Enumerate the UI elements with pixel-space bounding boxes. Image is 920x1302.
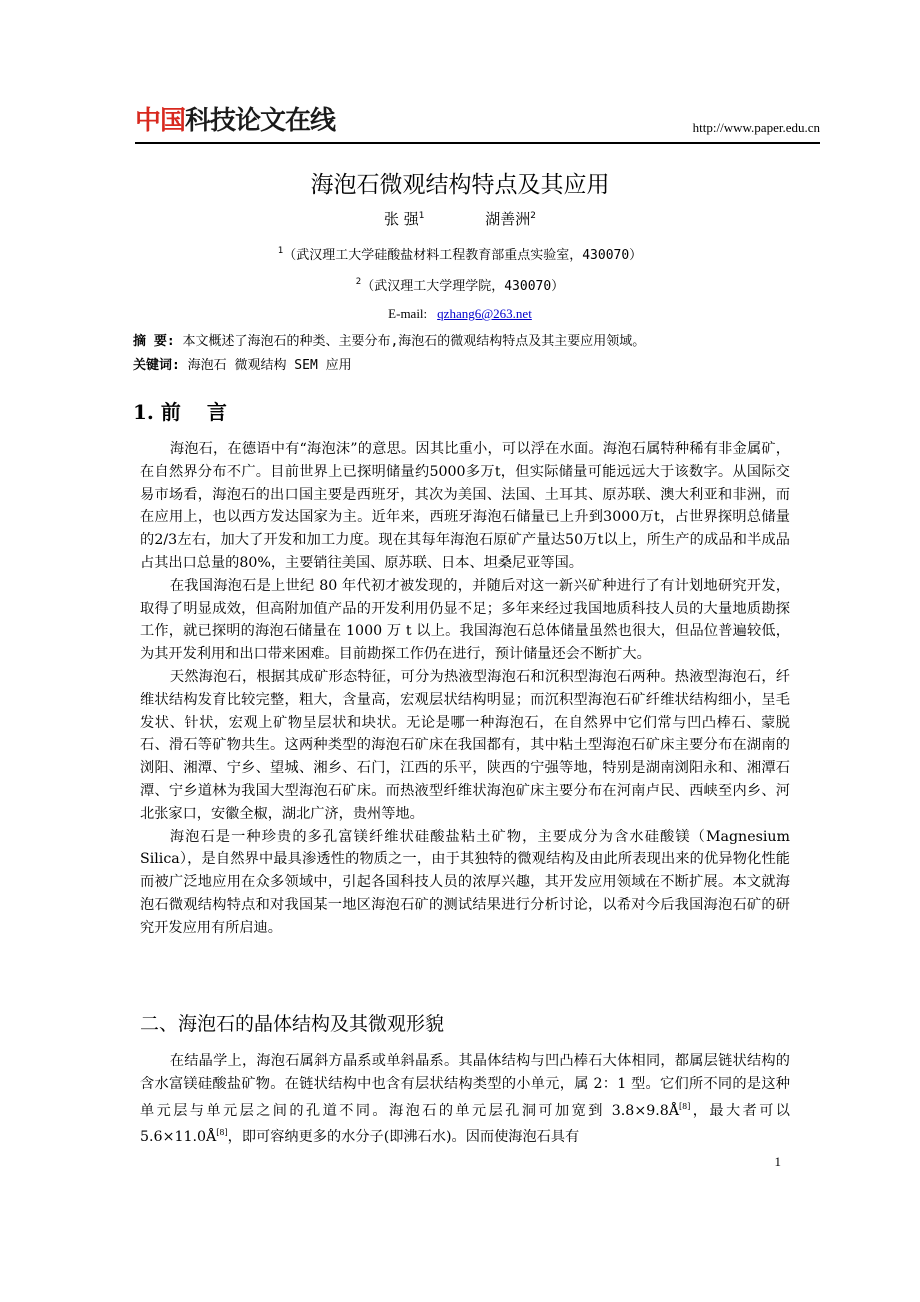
- email-line: [0, 306, 920, 322]
- paragraph-text: ，最大者可以 5.6×11.0Å: [140, 1102, 790, 1146]
- paragraph: 在我国海泡石是上世纪 80 年代初才被发现的，并随后对这一新兴矿种进行了有计划地研究开发，取得了明显成效，但高附加值产品的开发利用仍显不足；多年来经过我国地质科技人员的大量地质勘探工作，就已探明的海泡石储量在 1000 万 t 以上。我国海泡石总体储量虽然也很大，但品位普遍较低，为其开发利用和出口带来困难。目前勘探工作仍在进行，预计储量还会不断扩大。: [140, 577, 790, 663]
- site-logo[interactable]: [135, 106, 335, 136]
- section-1-heading: [133, 396, 227, 425]
- paragraph-text: ，即可容纳更多的水分子(即沸石水)。因而使海泡石具有: [227, 1129, 580, 1146]
- section-number: 1.: [133, 400, 154, 424]
- affiliation-mark: 2: [355, 277, 362, 287]
- section-1-body: [140, 438, 790, 940]
- paragraph: 海泡石是一种珍贵的多孔富镁纤维状硅酸盐粘土矿物，主要成分为含水硅酸镁（Magnesium Silica），是自然界中最具渗透性的物质之一，由于其独特的微观结构及由此所表现出来的优异物化性能而被广泛地应用在众多领域中，引起各国科技人员的浓厚兴趣，其开发应用领域在不断扩展。本文就海泡石微观结构特点和对我国某一地区海泡石矿的测试结果进行分析讨论，以希对今后我国海泡石矿的研究开发应用有所启迪。: [140, 828, 790, 936]
- author-affiliation-mark: 1: [418, 211, 425, 221]
- logo-dark-text: 科技论文在线: [185, 106, 336, 136]
- keywords: [133, 354, 352, 373]
- email-link[interactable]: qzhang6@263.net: [437, 306, 532, 321]
- section-title-char: 前: [160, 400, 181, 424]
- page-number: 1: [774, 1154, 781, 1169]
- section-2-body: [140, 1050, 790, 1149]
- affiliation-text: （武汉理工大学理学院，430070）: [361, 279, 565, 294]
- paragraph: [140, 1050, 790, 1149]
- abstract: [133, 330, 645, 349]
- header-url[interactable]: http://www.paper.edu.cn: [692, 120, 820, 135]
- abstract-text: 本文概述了海泡石的种类、主要分布,海泡石的微观结构特点及其主要应用领域。: [182, 334, 646, 349]
- author-line: [0, 208, 920, 229]
- section-2-heading: 二、海泡石的晶体结构及其微观形貌: [140, 1013, 445, 1035]
- keywords-label: 关键词:: [133, 358, 180, 373]
- keywords-text: 海泡石 微观结构 SEM 应用: [187, 358, 352, 373]
- affiliation-text: （武汉理工大学硅酸盐材料工程教育部重点实验室，430070）: [283, 248, 643, 263]
- author-name: 张 强: [383, 210, 419, 228]
- email-label: E-mail:: [388, 306, 428, 321]
- affiliation-mark: 1: [277, 246, 284, 256]
- affiliation-1: [0, 244, 920, 263]
- abstract-label: 摘 要:: [133, 334, 175, 349]
- paragraph: 天然海泡石，根据其成矿形态特征，可分为热液型海泡石和沉积型海泡石两种。热液型海泡石，纤维状结构发育比较完整，粗大，含量高，宏观层状结构明显；而沉积型海泡石矿纤维状结构细小，呈毛发状、针状，宏观上矿物呈层状和块状。无论是哪一种海泡石，在自然界中它们常与凹凸棒石、蒙脱石、滑石等矿物共生。这两种类型的海泡石矿床在我国都有，其中粘土型海泡石矿床主要分布在湖南的浏阳、湘潭、宁乡、望城、湘乡、石门，江西的乐平，陕西的宁强等地，特别是湖南浏阳永和、湘潭石潭、宁乡道林为我国大型海泡石矿床。而热液型纤维状海泡矿床主要分布在河南卢民、西峡至内乡、河北张家口，安徽全椒，湖北广济，贵州等地。: [140, 668, 790, 822]
- affiliation-2: [0, 275, 920, 294]
- author-name: 湖善洲: [485, 210, 531, 228]
- paragraph-text: 在结晶学上，海泡石属斜方晶系或单斜晶系。其晶体结构与凹凸棒石大体相同，都属层链状结构的含水富镁硅酸盐矿物。在链状结构中也含有层状结构类型的小单元，属 2：1 型。它们所不同的是这种单元层与单元层之间的孔道不同。海泡石的单元层孔洞可加宽到 3.8×9.8Å: [140, 1053, 790, 1119]
- logo-red-text: 中国: [135, 106, 186, 136]
- paragraph: 海泡石，在德语中有“海泡沫”的意思。因其比重小，可以浮在水面。海泡石属特种稀有非金属矿，在自然界分布不广。目前世界上已探明储量约5000多万t，但实际储量可能远远大于该数字。从国际交易市场看，海泡石的出口国主要是西班牙，其次为美国、法国、土耳其、原苏联、澳大利亚和非洲，而在应用上，也以西方发达国家为主。近年来，西班牙海泡石储量已上升到3000万t，占世界探明总储量的2/3左右，加大了开发和加工力度。现在其每年海泡石原矿产量达50万t以上，所生产的成品和半成品占其出口总量的80%，主要销往美国、原苏联、日本、坦桑尼亚等国。: [140, 441, 790, 571]
- header-divider: [135, 142, 820, 144]
- citation-ref[interactable]: [8]: [679, 1101, 691, 1111]
- page-header: [135, 106, 820, 142]
- citation-ref[interactable]: [8]: [216, 1128, 228, 1138]
- paper-title: 海泡石微观结构特点及其应用: [310, 172, 610, 198]
- section-title-char: 言: [206, 400, 227, 424]
- author-affiliation-mark: 2: [530, 211, 537, 221]
